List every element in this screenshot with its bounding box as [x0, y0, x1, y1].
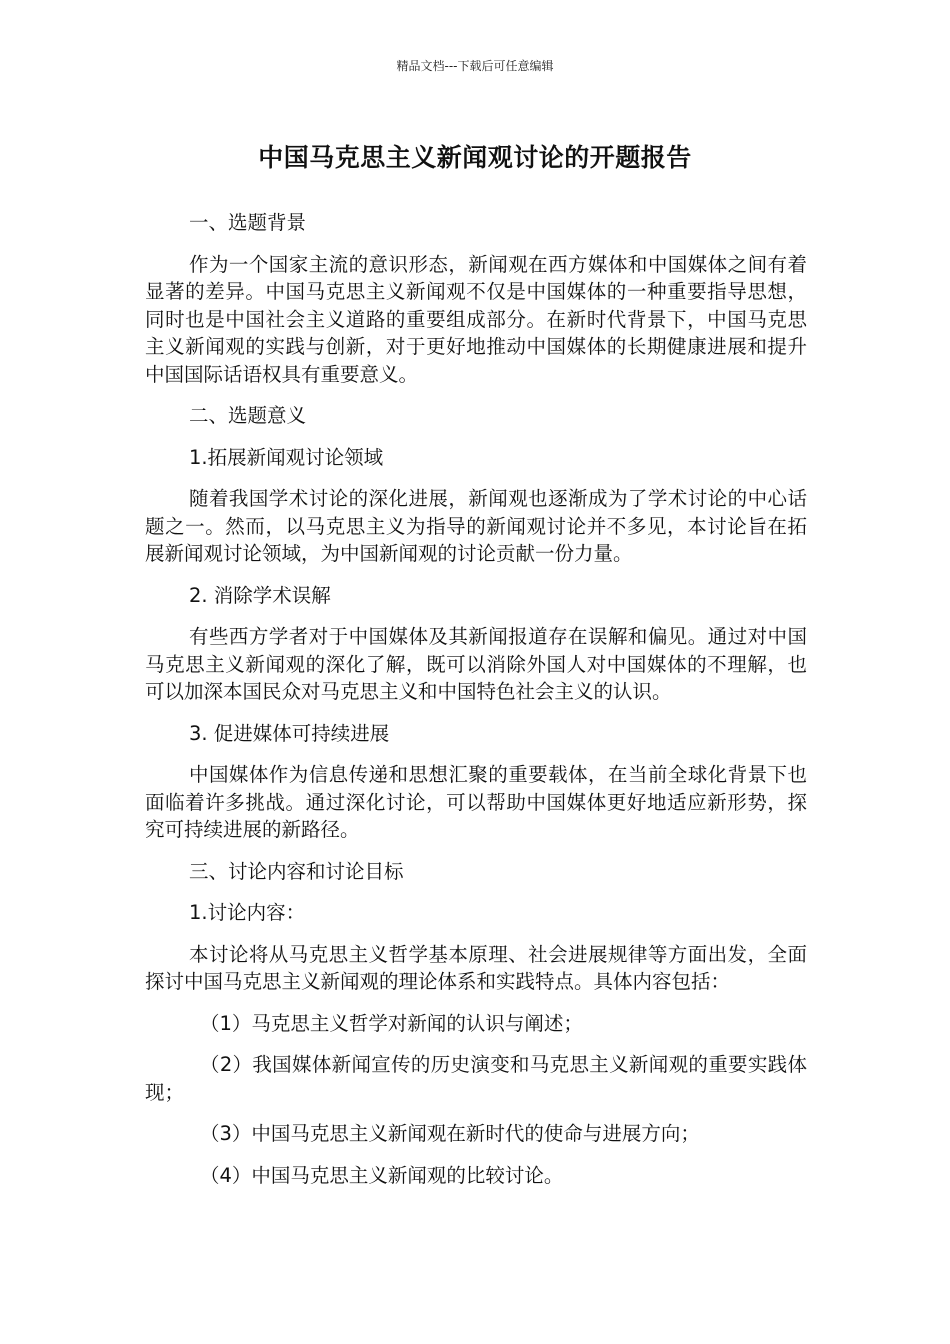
paragraph-background: 作为一个国家主流的意识形态，新闻观在西方媒体和中国媒体之间有着显著的差异。中国马克思主义新闻观不仅是中国媒体的一种重要指导思想，同时也是中国社会主义道路的重要组成部分。在新时代背景下，中国马克思主义新闻观的实践与创新，对于更好地推动中国媒体的长期健康进展和提升中国国际话语权具有重要意义。	[145, 252, 807, 386]
paragraph-eliminate-misunderstanding: 有些西方学者对于中国媒体及其新闻报道存在误解和偏见。通过对中国马克思主义新闻观的深化了解，既可以消除外国人对中国媒体的不理解，也可以加深本国民众对马克思主义和中国特色社会主义的认识。	[145, 625, 807, 703]
subheading-research-content: 1.讨论内容：	[189, 901, 306, 924]
list-item: （4）中国马克思主义新闻观的比较讨论。	[200, 1163, 564, 1187]
section-heading-background: 一、选题背景	[189, 211, 307, 234]
subheading-eliminate-misunderstanding: 2. 消除学术误解	[189, 583, 331, 607]
paragraph-research-content: 本讨论将从马克思主义哲学基本原理、社会进展规律等方面出发，全面探讨中国马克思主义新闻观的理论体系和实践特点。具体内容包括：	[145, 942, 807, 993]
header-note: 精品文档---下载后可任意编辑	[396, 59, 554, 73]
paragraph-sustainable-development: 中国媒体作为信息传递和思想汇聚的重要载体，在当前全球化背景下也面临着许多挑战。通过深化讨论，可以帮助中国媒体更好地适应新形势，探究可持续进展的新路径。	[145, 763, 807, 841]
subheading-expand-field: 1.拓展新闻观讨论领域	[189, 445, 384, 469]
section-heading-significance: 二、选题意义	[189, 404, 307, 427]
paragraph-expand-field: 随着我国学术讨论的深化进展，新闻观也逐渐成为了学术讨论的中心话题之一。然而，以马克思主义为指导的新闻观讨论并不多见，本讨论旨在拓展新闻观讨论领域，为中国新闻观的讨论贡献一份力量。	[145, 487, 807, 565]
document-title: 中国马克思主义新闻观讨论的开题报告	[258, 143, 692, 172]
section-heading-content-goals: 三、讨论内容和讨论目标	[189, 859, 404, 883]
subheading-sustainable-development: 3. 促进媒体可持续进展	[189, 721, 390, 745]
list-item: （1）马克思主义哲学对新闻的认识与阐述；	[200, 1011, 583, 1035]
document-body	[145, 209, 807, 1203]
list-item: （2）我国媒体新闻宣传的历史演变和马克思主义新闻观的重要实践体现；	[145, 1053, 807, 1104]
list-item: （3）中国马克思主义新闻观在新时代的使命与进展方向；	[200, 1122, 700, 1145]
